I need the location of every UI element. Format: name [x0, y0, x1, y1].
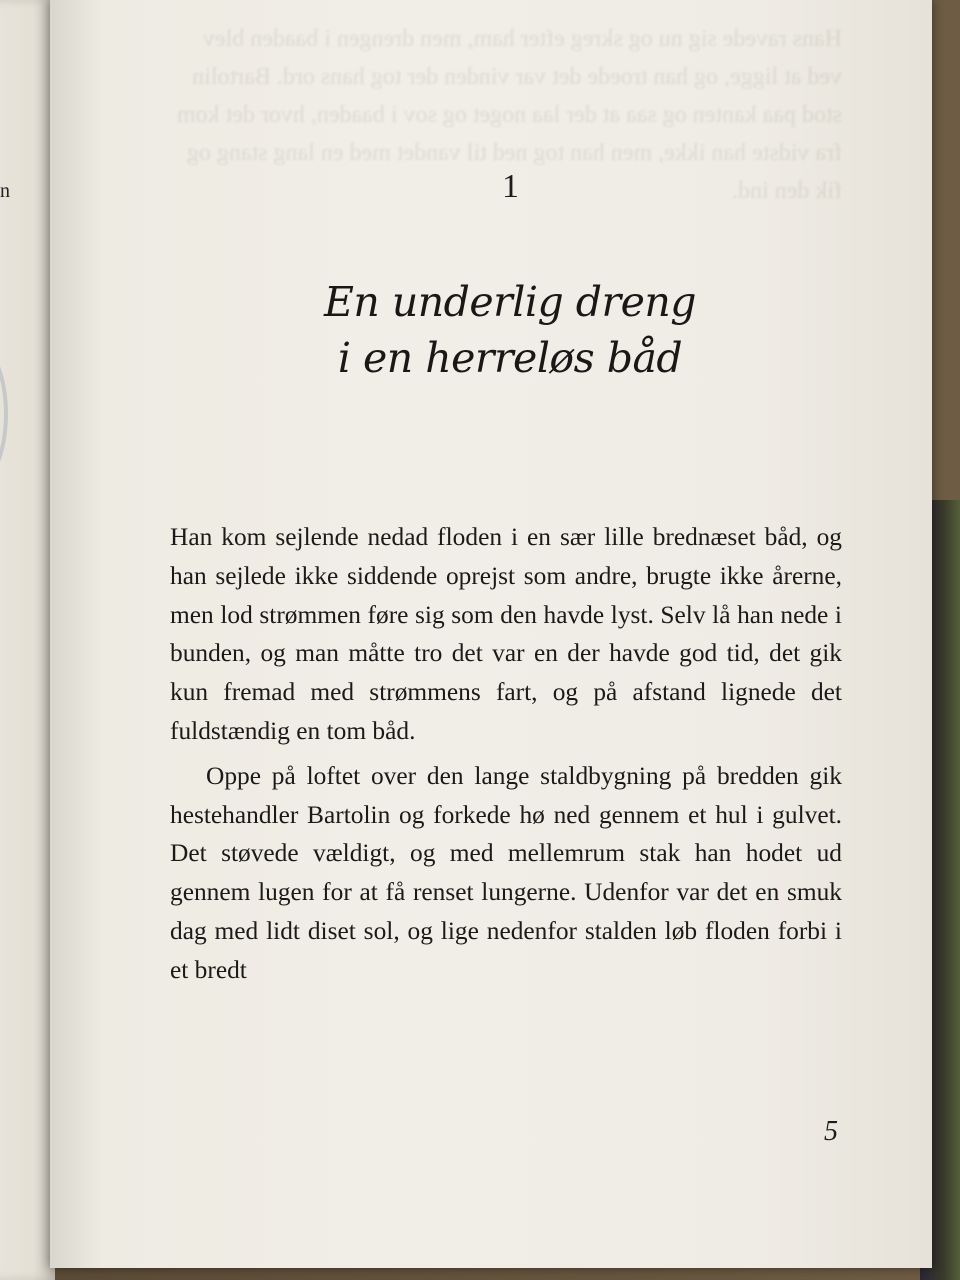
book-page — [50, 0, 932, 1268]
chapter-title-line-1: En underlig dreng — [323, 278, 697, 326]
left-page-stain — [0, 340, 8, 488]
chapter-title-line-2: i en herreløs båd — [337, 334, 683, 382]
left-page-text-fragment: n — [0, 180, 10, 202]
body-text — [170, 518, 842, 990]
chapter-title — [270, 274, 750, 386]
paragraph-2: Oppe på loftet over den lange staldbygning på bredden gik hestehandler Bartolin og forkede hø ned gennem et hul i gulvet. Det støvede vældigt, og med mellemrum stak han hodet ud gennem lugen for at få renset lungerne. Udenfor var det en smuk dag med lidt diset sol, og lige nedenfor stalden løb floden forbi i et bredt — [170, 761, 842, 984]
show-through-text: Hans ravede sig nu og skreg efter ham, men drengen i baaden blev ved at ligge, og han troede det var vinden der tog hans ord. Bartolin stod paa kanten og saa at der laa noget og sov i baaden, hvor det kom fra vidste han ikke, men han tog ned til vandet med en lang stang og fik den ind. — [176, 26, 842, 204]
page-number: 5 — [824, 1116, 838, 1147]
paragraph-1: Han kom sejlende nedad floden i en sær lille brednæset båd, og han sejlede ikke siddende oprejst som andre, brugte ikke årerne, men lod strømmen føre sig som den havde lyst. Selv lå han nede i bunden, og man måtte tro det var en der havde god tid, det gik kun fremad med strømmens fart, og på afstand lignede det fuldstændig en tom båd. — [170, 523, 842, 745]
chapter-number: 1 — [502, 168, 519, 205]
left-page — [0, 0, 55, 1280]
